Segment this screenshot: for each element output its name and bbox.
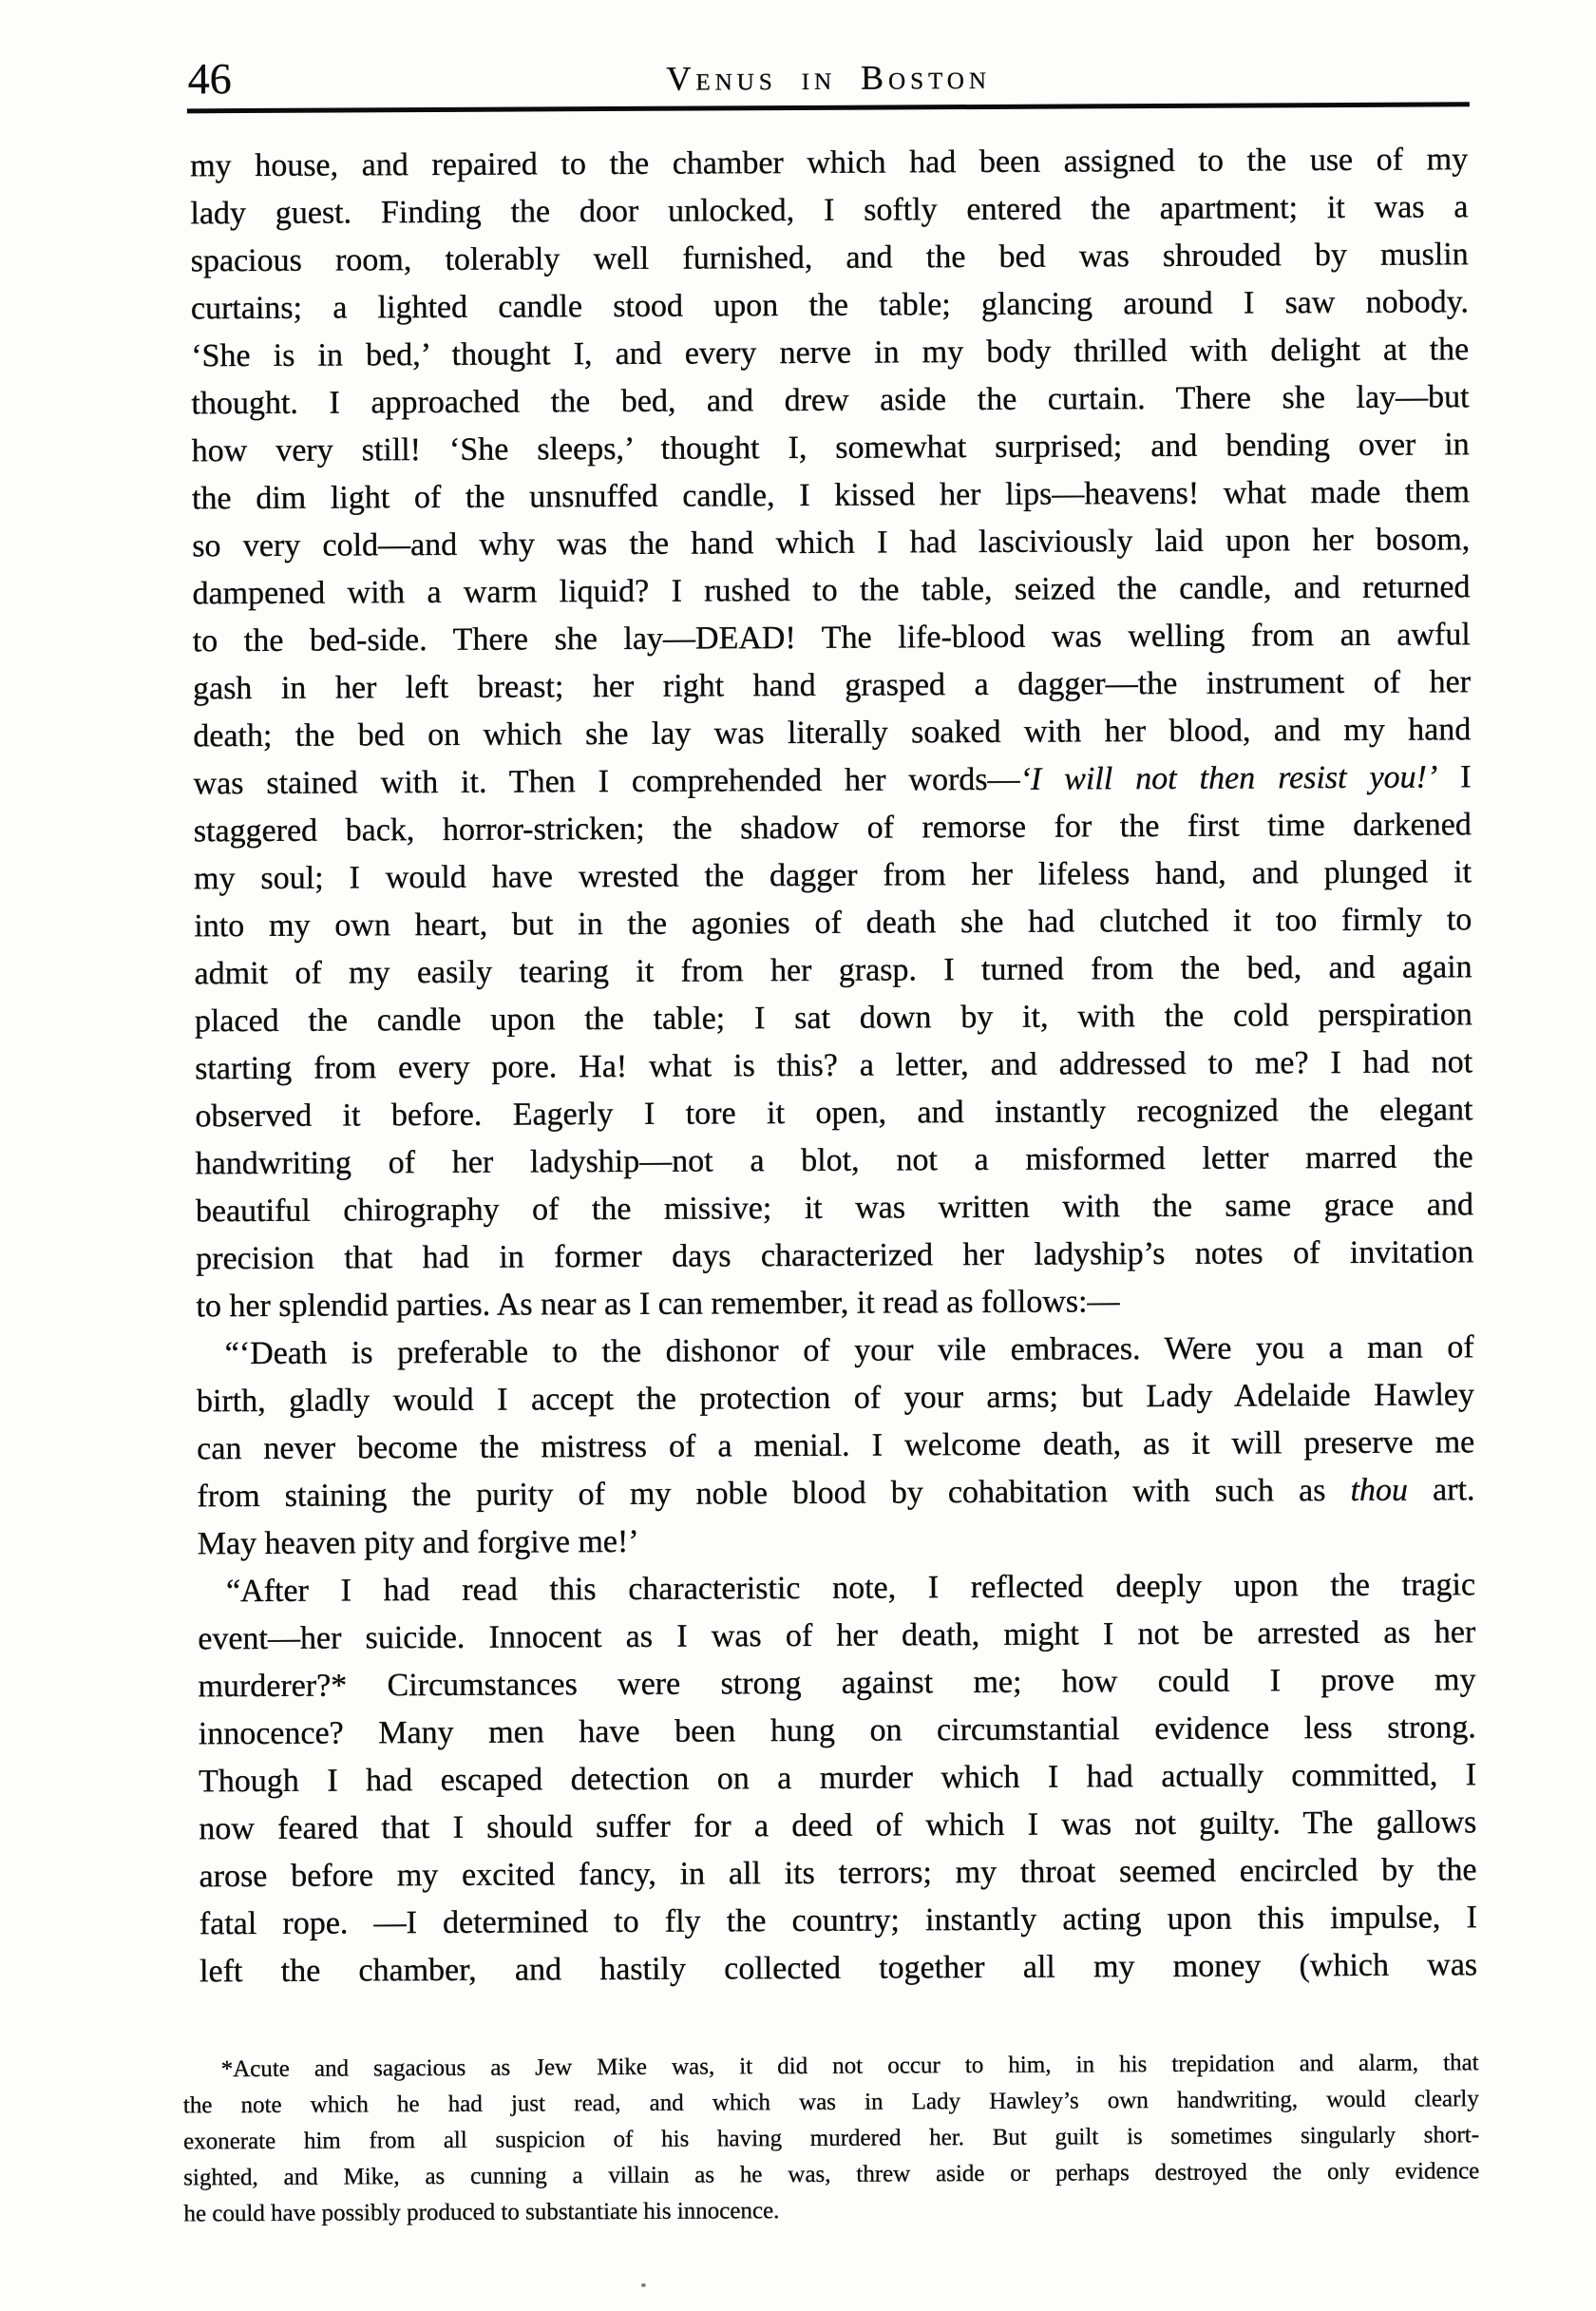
text-segment: death; the bed on which she lay was literally soaked with her blood, and my hand — [193, 712, 1472, 754]
text-line — [199, 1846, 1476, 1900]
text-segment: “‘Death is preferable to the dishonor of your vile embraces. Were you a man of — [224, 1329, 1474, 1372]
text-segment: left the chamber, and hastily collected together all my money (which was — [200, 1947, 1478, 1990]
text-line — [192, 516, 1470, 570]
text-line — [193, 611, 1471, 665]
text-segment: my house, and repaired to the chamber which had been assigned to the use of my — [190, 142, 1469, 184]
text-line — [192, 563, 1470, 618]
text-line — [196, 1276, 1473, 1330]
text-line — [190, 183, 1468, 238]
text-line — [199, 1751, 1476, 1805]
text-line — [191, 326, 1469, 380]
text-segment: starting from every pore. Ha! what is this? a letter, and addressed to me? I had not — [195, 1044, 1473, 1087]
text-segment: sighted, and Mike, as cunning a villain as he was, threw aside or perhaps destroyed the only evidence — [183, 2158, 1480, 2191]
text-segment: lady guest. Finding the door unlocked, I softly entered the apartment; it was a — [190, 189, 1469, 232]
text-segment: from staining the purity of my noble blood by cohabitation with such as — [197, 1472, 1351, 1515]
text-line — [192, 421, 1470, 475]
text-segment: event—her suicide. Innocent as I was of her death, might I not be arrested as her — [198, 1614, 1476, 1657]
text-line — [191, 231, 1469, 285]
text-segment: the note which he had just read, and which was in Lady Hawley’s own handwriting, would clearly — [182, 2086, 1479, 2119]
text-line — [196, 1181, 1473, 1235]
text-line — [198, 1609, 1475, 1663]
text-line — [198, 1561, 1475, 1615]
text-segment: “After I had read this characteristic note, I reflected deeply upon the tragic — [225, 1567, 1476, 1610]
text-segment: now feared that I should suffer for a deed of which I was not guilty. The gallows — [199, 1805, 1477, 1847]
text-segment: observed it before. Eagerly I tore it open, and instantly recognized the elegant — [195, 1092, 1473, 1135]
text-line — [190, 136, 1468, 190]
text-line — [194, 849, 1472, 903]
text-line — [197, 1419, 1474, 1473]
text-line — [193, 754, 1471, 808]
text-segment: ‘She is in bed,’ thought I, and every nerve in my body thrilled with delight at the — [191, 332, 1470, 374]
text-segment: innocence? Many men have been hung on circumstantial evidence less strong. — [198, 1709, 1476, 1752]
text-line — [183, 2189, 1479, 2232]
text-line — [200, 1894, 1477, 1948]
footnote — [183, 2045, 1480, 2232]
text-segment: how very still! ‘She sleeps,’ thought I, somewhat surprised; and bending over in — [191, 427, 1470, 469]
text-segment: gash in her left breast; her right hand grasped a dagger—the instrument of her — [192, 664, 1472, 707]
text-segment: dampened with a warm liquid? I rushed to the table, seized the candle, and returned — [192, 569, 1471, 612]
text-segment: into my own heart, but in the agonies of death she had clutched it too firmly to — [194, 902, 1472, 945]
text-line — [191, 373, 1469, 428]
text-line — [200, 1941, 1477, 1996]
text-line — [195, 1039, 1472, 1093]
text-line — [197, 1466, 1474, 1520]
text-segment: Though I had escaped detection on a murder which I had actually committed, I — [198, 1757, 1477, 1800]
text-segment: was stained with it. Then I comprehended her words— — [193, 761, 1020, 802]
text-segment: staggered back, horror-stricken; the shadow of remorse for the first time darkened — [193, 807, 1472, 850]
text-segment: birth, gladly would I accept the protection of your arms; but Lady Adelaide Hawley — [196, 1377, 1475, 1420]
text-line — [195, 991, 1472, 1045]
text-line — [192, 468, 1470, 523]
text-segment: arose before my excited fancy, in all its terrors; my throat seemed encircled by the — [199, 1852, 1477, 1895]
text-segment: my soul; I would have wrested the dagger from her lifeless hand, and plunged it — [194, 854, 1472, 897]
text-segment: can never become the mistress of a menial. I welcome death, as it will preserve me — [197, 1424, 1475, 1467]
text-segment: thought. I approached the bed, and drew aside the curtain. There she lay—but — [191, 379, 1470, 422]
text-line — [194, 801, 1472, 855]
text-segment: to the bed-side. There she lay—DEAD! The life-blood was welling from an awful — [192, 617, 1471, 659]
text-segment: fatal rope. —I determined to fly the country; instantly acting upon this impulse, I — [199, 1900, 1477, 1942]
text-line — [198, 1514, 1475, 1568]
header-rule — [187, 102, 1470, 113]
text-segment: precision that had in former days characterized her ladyship’s notes of invitation — [196, 1234, 1474, 1277]
text-line — [194, 896, 1472, 950]
body-text — [190, 136, 1477, 1996]
text-line — [193, 706, 1471, 760]
text-segment: *Acute and sagacious as Jew Mike was, it did not occur to him, in his trepidation and alarm, that — [220, 2050, 1479, 2083]
text-segment: I — [1437, 759, 1472, 795]
text-segment: May heaven pity and forgive me!’ — [197, 1523, 639, 1562]
text-line — [197, 1324, 1474, 1378]
text-segment: admit of my easily tearing it from her grasp. I turned from the bed, and again — [194, 949, 1472, 992]
text-line — [196, 1229, 1473, 1283]
scan-artifact-dot — [641, 2283, 646, 2287]
text-line — [197, 1371, 1474, 1425]
text-line — [183, 2153, 1479, 2196]
text-line — [195, 1086, 1472, 1140]
text-segment: curtains; a lighted candle stood upon the table; glancing around I saw nobody. — [190, 284, 1470, 327]
text-segment: placed the candle upon the table; I sat down by it, with the cold perspiration — [194, 997, 1472, 1040]
text-segment: exonerate him from all suspicion of his having murdered her. But guilt is sometimes singularly short- — [182, 2122, 1480, 2155]
text-segment: so very cold—and why was the hand which I had lasciviously laid upon her bosom, — [192, 522, 1471, 564]
text-line — [199, 1799, 1476, 1853]
text-line — [199, 1704, 1476, 1758]
text-line — [191, 278, 1469, 333]
running-title: Venus in Boston — [666, 57, 992, 98]
text-segment-italic: ‘I will not then resist you!’ — [1019, 759, 1438, 797]
text-segment: handwriting of her ladyship—not a blot, not a misformed letter marred the — [195, 1139, 1473, 1182]
text-segment: spacious room, tolerably well furnished, and the bed was shrouded by muslin — [190, 237, 1469, 279]
text-line — [193, 659, 1471, 713]
text-segment: art. — [1407, 1472, 1475, 1508]
text-line — [196, 1134, 1473, 1188]
text-line — [198, 1656, 1475, 1710]
text-line — [194, 944, 1472, 998]
text-segment: he could have possibly produced to substantiate his innocence. — [183, 2198, 780, 2227]
text-segment: beautiful chirography of the missive; it was written with the same grace and — [195, 1187, 1474, 1230]
page-number: 46 — [187, 54, 232, 104]
text-segment: murderer?* Circumstances were strong against me; how could I prove my — [198, 1662, 1476, 1705]
text-segment: to her splendid parties. As near as I can remember, it read as follows:— — [196, 1284, 1120, 1325]
text-segment-italic: thou — [1350, 1472, 1409, 1508]
text-segment: the dim light of the unsnuffed candle, I kissed her lips—heavens! what made them — [191, 474, 1471, 517]
